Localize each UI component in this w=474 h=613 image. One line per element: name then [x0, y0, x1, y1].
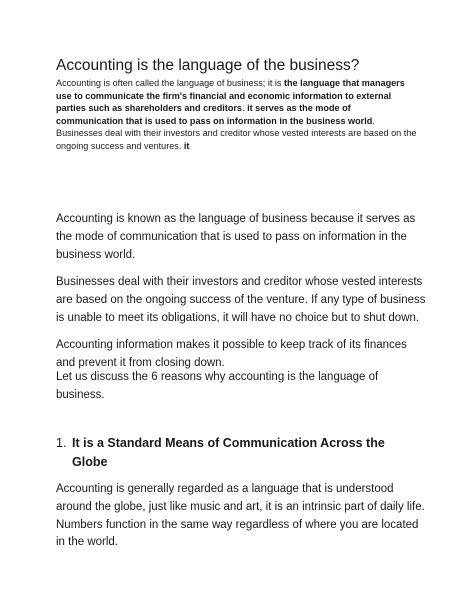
- intro-text-3: . Businesses deal with their investors and creditor whose vested interests are based on the ongoing success and ventures.: [56, 115, 417, 151]
- section-number: 1.: [56, 436, 67, 450]
- body-paragraph-3: Accounting information makes it possible to keep track of its finances and prevent it from closing down.: [56, 339, 407, 369]
- intro-paragraph: [56, 77, 418, 153]
- page-title: Accounting is the language of the business?: [56, 57, 360, 74]
- intro-block: [56, 56, 418, 153]
- section-1-paragraph: Accounting is generally regarded as a language that is understood around the globe, just like music and art, it is an intrinsic part of daily life. Numbers function in the same way regardless of where you are located in the world.: [56, 483, 425, 549]
- section-heading-text: It is a Standard Means of Communication Across the Globe: [72, 436, 385, 469]
- intro-text-2: .: [242, 103, 248, 114]
- intro-bold-1: the language that managers use to communicate the firm's financial and economic information to external parties such as shareholders and creditors: [56, 78, 405, 114]
- section-heading-1: [56, 434, 426, 471]
- intro-bold-2: it serves as the mode of communication that is used to pass on information in the business world: [56, 103, 373, 126]
- body-paragraph-4: Let us discuss the 6 reasons why accounting is the language of business.: [56, 371, 379, 401]
- body-paragraph-1: Accounting is known as the language of business because it serves as the mode of communication that is used to pass on information in the business world.: [56, 213, 416, 261]
- body-paragraph-2: Businesses deal with their investors and creditor whose vested interests are based on the ongoing success of the venture. If any type of business is unable to meet its obligations, it will have no choice but to shut down.: [56, 276, 426, 324]
- intro-text-1: Accounting is often called the language of business; it is: [56, 78, 284, 88]
- intro-bold-3: it: [183, 140, 190, 151]
